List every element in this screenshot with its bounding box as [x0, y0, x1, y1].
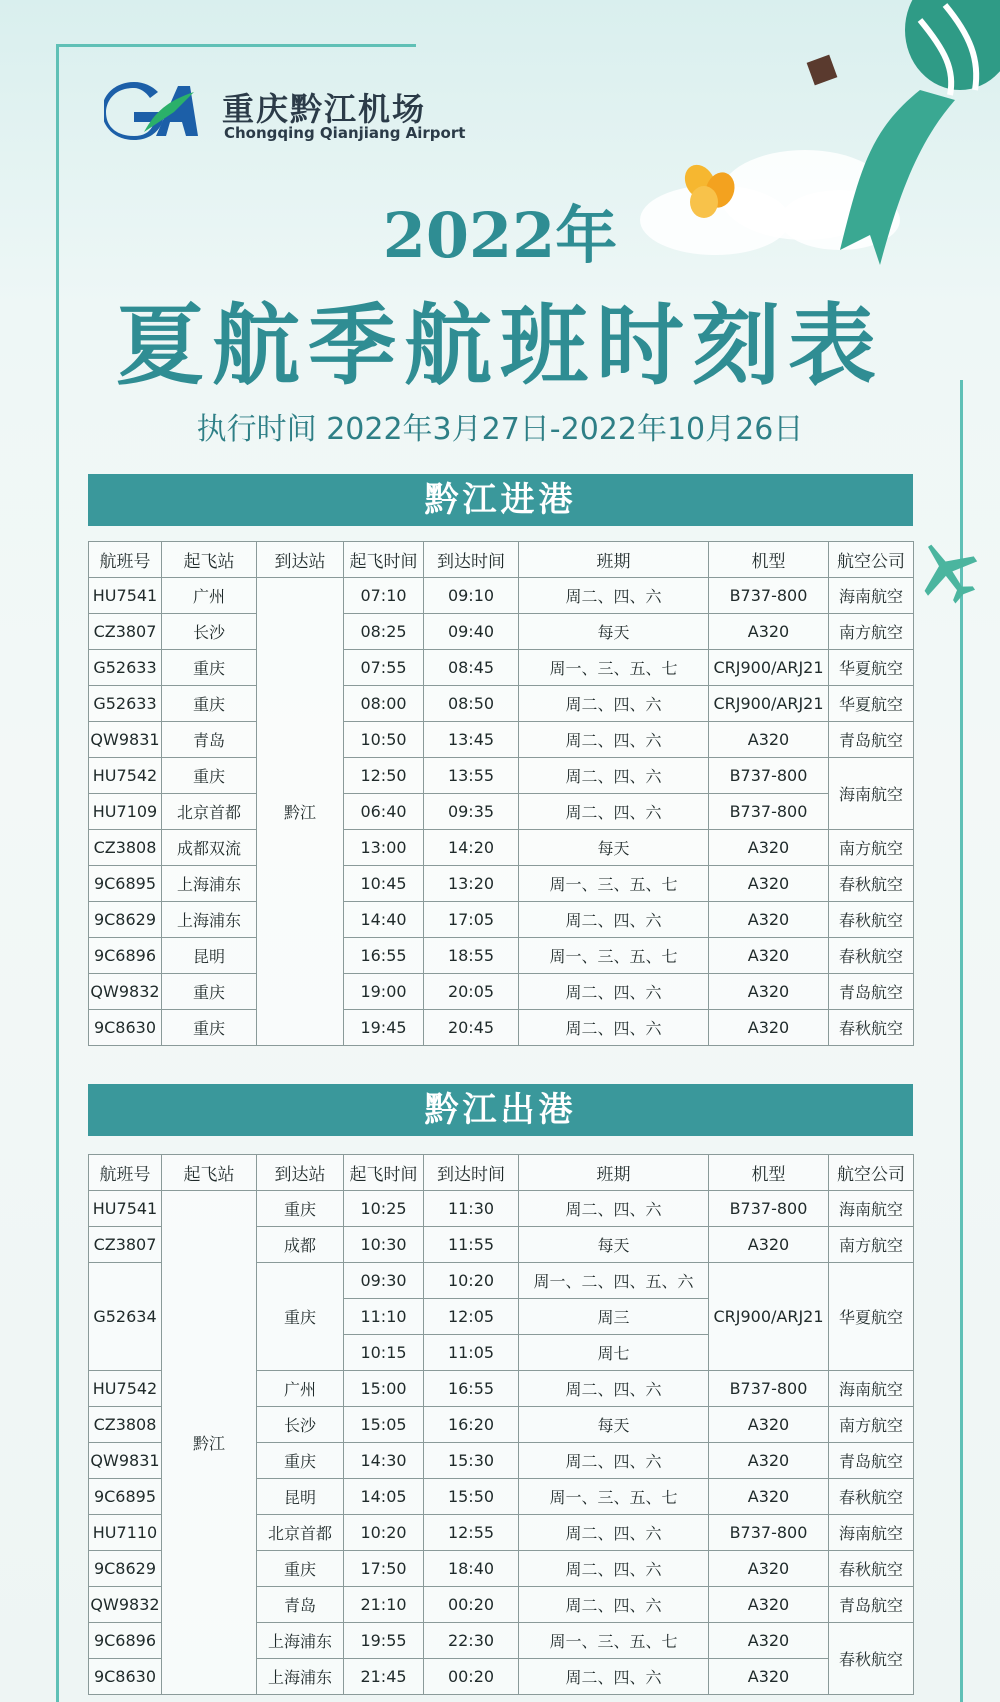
airline: 海南航空 [829, 758, 914, 830]
origin: 上海浦东 [162, 902, 257, 938]
departures-table [88, 1154, 914, 1695]
arrivals-section-title: 黔江进港 [88, 474, 913, 526]
departure-time: 14:05 [344, 1479, 424, 1515]
arrival-time: 08:50 [424, 686, 519, 722]
departure-time: 07:55 [344, 650, 424, 686]
departure-time: 15:00 [344, 1371, 424, 1407]
departure-time: 17:50 [344, 1551, 424, 1587]
table-row [89, 1010, 914, 1046]
destination: 昆明 [257, 1479, 344, 1515]
destination: 广州 [257, 1371, 344, 1407]
aircraft-type: A320 [709, 1407, 829, 1443]
airline: 春秋航空 [829, 902, 914, 938]
aircraft-type: A320 [709, 974, 829, 1010]
airline: 华夏航空 [829, 686, 914, 722]
destination: 重庆 [257, 1443, 344, 1479]
year-title: 2022年 [382, 199, 618, 272]
airline: 海南航空 [829, 1371, 914, 1407]
arrival-time: 11:30 [424, 1191, 519, 1227]
airline: 春秋航空 [829, 1551, 914, 1587]
aircraft-type: A320 [709, 614, 829, 650]
column-header: 到达时间 [424, 542, 519, 578]
flight-number: HU7542 [89, 1371, 162, 1407]
arrival-time: 20:05 [424, 974, 519, 1010]
arrival-time: 17:05 [424, 902, 519, 938]
airline: 春秋航空 [829, 866, 914, 902]
departure-time: 19:45 [344, 1010, 424, 1046]
aircraft-type: A320 [709, 1443, 829, 1479]
column-header: 起飞站 [162, 542, 257, 578]
column-header: 到达时间 [424, 1155, 519, 1191]
arrival-time: 00:20 [424, 1659, 519, 1695]
arrival-time: 00:20 [424, 1587, 519, 1623]
destination: 黔江 [257, 578, 344, 1046]
airline: 青岛航空 [829, 974, 914, 1010]
departure-time: 10:15 [344, 1335, 424, 1371]
operating-days: 周七 [519, 1335, 709, 1371]
departure-time: 14:30 [344, 1443, 424, 1479]
operating-days: 周二、四、六 [519, 902, 709, 938]
table-row [89, 614, 914, 650]
origin: 成都双流 [162, 830, 257, 866]
departure-time: 10:20 [344, 1515, 424, 1551]
operating-days: 周二、四、六 [519, 758, 709, 794]
destination: 成都 [257, 1227, 344, 1263]
aircraft-type: A320 [709, 866, 829, 902]
flight-number: HU7109 [89, 794, 162, 830]
origin: 重庆 [162, 1010, 257, 1046]
arrival-time: 09:40 [424, 614, 519, 650]
airline: 华夏航空 [829, 1263, 914, 1371]
aircraft-type: B737-800 [709, 1191, 829, 1227]
operating-days: 周二、四、六 [519, 794, 709, 830]
departure-time: 11:10 [344, 1299, 424, 1335]
origin: 上海浦东 [162, 866, 257, 902]
departure-time: 19:00 [344, 974, 424, 1010]
flight-number: QW9831 [89, 1443, 162, 1479]
table-row [89, 686, 914, 722]
departure-time: 21:10 [344, 1587, 424, 1623]
aircraft-type: A320 [709, 1587, 829, 1623]
table-header-row [89, 542, 914, 578]
aircraft-type: A320 [709, 1227, 829, 1263]
destination: 重庆 [257, 1191, 344, 1227]
aircraft-type: A320 [709, 722, 829, 758]
arrival-time: 18:55 [424, 938, 519, 974]
airport-name-cn: 重庆黔江机场 [222, 90, 427, 128]
airline: 海南航空 [829, 578, 914, 614]
departure-time: 10:45 [344, 866, 424, 902]
departure-time: 16:55 [344, 938, 424, 974]
destination: 上海浦东 [257, 1623, 344, 1659]
departure-time: 21:45 [344, 1659, 424, 1695]
operating-days: 周二、四、六 [519, 722, 709, 758]
flight-number: 9C6895 [89, 1479, 162, 1515]
operating-days: 周二、四、六 [519, 1659, 709, 1695]
arrival-time: 11:55 [424, 1227, 519, 1263]
column-header: 班期 [519, 542, 709, 578]
column-header: 到达站 [257, 542, 344, 578]
destination: 重庆 [257, 1263, 344, 1371]
flight-number: CZ3808 [89, 830, 162, 866]
flight-number: 9C8630 [89, 1010, 162, 1046]
arrival-time: 09:35 [424, 794, 519, 830]
column-header: 航班号 [89, 1155, 162, 1191]
flight-number: G52634 [89, 1263, 162, 1371]
origin: 重庆 [162, 758, 257, 794]
table-row [89, 650, 914, 686]
operating-days: 周二、四、六 [519, 1371, 709, 1407]
arrival-time: 16:55 [424, 1371, 519, 1407]
arrivals-table [88, 541, 914, 1046]
aircraft-type: CRJ900/ARJ21 [709, 686, 829, 722]
flight-number: HU7542 [89, 758, 162, 794]
origin: 长沙 [162, 614, 257, 650]
departure-time: 09:30 [344, 1263, 424, 1299]
flight-number: CZ3807 [89, 614, 162, 650]
operating-days: 周一、三、五、七 [519, 650, 709, 686]
aircraft-type: A320 [709, 1659, 829, 1695]
arrival-time: 12:05 [424, 1299, 519, 1335]
operating-days: 周二、四、六 [519, 1191, 709, 1227]
aircraft-type: CRJ900/ARJ21 [709, 650, 829, 686]
flight-number: 9C6895 [89, 866, 162, 902]
airline: 海南航空 [829, 1191, 914, 1227]
flight-number: QW9832 [89, 974, 162, 1010]
arrival-time: 12:55 [424, 1515, 519, 1551]
aircraft-type: A320 [709, 1479, 829, 1515]
flight-number: QW9832 [89, 1587, 162, 1623]
column-header: 航空公司 [829, 542, 914, 578]
airline: 南方航空 [829, 1227, 914, 1263]
table-row [89, 938, 914, 974]
column-header: 到达站 [257, 1155, 344, 1191]
airline: 青岛航空 [829, 1443, 914, 1479]
flight-number: 9C6896 [89, 938, 162, 974]
departure-time: 13:00 [344, 830, 424, 866]
aircraft-type: CRJ900/ARJ21 [709, 1263, 829, 1371]
column-header: 航班号 [89, 542, 162, 578]
destination: 北京首都 [257, 1515, 344, 1551]
arrival-time: 20:45 [424, 1010, 519, 1046]
origin: 青岛 [162, 722, 257, 758]
table-row [89, 578, 914, 614]
logo-mark [104, 82, 198, 140]
flight-number: HU7541 [89, 1191, 162, 1227]
origin: 黔江 [162, 1191, 257, 1695]
aircraft-type: B737-800 [709, 794, 829, 830]
aircraft-type: A320 [709, 902, 829, 938]
operating-days: 周一、三、五、七 [519, 938, 709, 974]
operating-days: 周一、三、五、七 [519, 1479, 709, 1515]
destination: 青岛 [257, 1587, 344, 1623]
operating-days: 周二、四、六 [519, 686, 709, 722]
aircraft-type: B737-800 [709, 1371, 829, 1407]
arrival-time: 18:40 [424, 1551, 519, 1587]
flight-number: G52633 [89, 686, 162, 722]
airline: 青岛航空 [829, 722, 914, 758]
origin: 昆明 [162, 938, 257, 974]
flight-number: CZ3808 [89, 1407, 162, 1443]
column-header: 起飞时间 [344, 1155, 424, 1191]
aircraft-type: A320 [709, 1623, 829, 1659]
departure-time: 08:25 [344, 614, 424, 650]
column-header: 机型 [709, 542, 829, 578]
airline: 青岛航空 [829, 1587, 914, 1623]
operating-days: 周二、四、六 [519, 1010, 709, 1046]
destination: 上海浦东 [257, 1659, 344, 1695]
origin: 重庆 [162, 974, 257, 1010]
page-title: 夏航季航班时刻表 [115, 293, 884, 397]
flight-number: 9C6896 [89, 1623, 162, 1659]
frame-top-line [56, 44, 416, 47]
operating-days: 每天 [519, 1407, 709, 1443]
airline: 南方航空 [829, 830, 914, 866]
column-header: 起飞时间 [344, 542, 424, 578]
table-row [89, 758, 914, 794]
column-header: 航空公司 [829, 1155, 914, 1191]
aircraft-type: A320 [709, 1010, 829, 1046]
departure-time: 08:00 [344, 686, 424, 722]
flight-number: 9C8629 [89, 1551, 162, 1587]
departure-time: 07:10 [344, 578, 424, 614]
operating-days: 周二、四、六 [519, 1515, 709, 1551]
column-header: 机型 [709, 1155, 829, 1191]
origin: 广州 [162, 578, 257, 614]
operating-days: 周二、四、六 [519, 1551, 709, 1587]
flight-number: HU7541 [89, 578, 162, 614]
flight-number: 9C8630 [89, 1659, 162, 1695]
arrival-time: 08:45 [424, 650, 519, 686]
origin: 重庆 [162, 650, 257, 686]
operating-days: 周二、四、六 [519, 974, 709, 1010]
airline: 春秋航空 [829, 1623, 914, 1695]
airplane-icon [912, 536, 984, 608]
aircraft-type: A320 [709, 1551, 829, 1587]
operating-days: 周一、三、五、七 [519, 866, 709, 902]
arrival-time: 13:20 [424, 866, 519, 902]
operating-days: 周三 [519, 1299, 709, 1335]
departure-time: 06:40 [344, 794, 424, 830]
arrival-time: 13:45 [424, 722, 519, 758]
departure-time: 19:55 [344, 1623, 424, 1659]
origin: 北京首都 [162, 794, 257, 830]
arrival-time: 11:05 [424, 1335, 519, 1371]
table-header-row [89, 1155, 914, 1191]
table-row [89, 974, 914, 1010]
aircraft-type: B737-800 [709, 578, 829, 614]
airline: 春秋航空 [829, 938, 914, 974]
airport-name-en: Chongqing Qianjiang Airport [224, 124, 466, 142]
table-row [89, 902, 914, 938]
table-row [89, 830, 914, 866]
operating-days: 周二、四、六 [519, 1443, 709, 1479]
airline: 南方航空 [829, 614, 914, 650]
departure-time: 10:25 [344, 1191, 424, 1227]
destination: 重庆 [257, 1551, 344, 1587]
flight-number: QW9831 [89, 722, 162, 758]
aircraft-type: A320 [709, 938, 829, 974]
airline: 华夏航空 [829, 650, 914, 686]
arrival-time: 14:20 [424, 830, 519, 866]
departure-time: 10:50 [344, 722, 424, 758]
arrival-time: 10:20 [424, 1263, 519, 1299]
operating-days: 每天 [519, 830, 709, 866]
flight-number: CZ3807 [89, 1227, 162, 1263]
validity-period: 执行时间 2022年3月27日-2022年10月26日 [196, 412, 804, 447]
flight-number: 9C8629 [89, 902, 162, 938]
departure-time: 12:50 [344, 758, 424, 794]
flight-number: G52633 [89, 650, 162, 686]
arrival-time: 13:55 [424, 758, 519, 794]
arrival-time: 09:10 [424, 578, 519, 614]
column-header: 班期 [519, 1155, 709, 1191]
airline: 春秋航空 [829, 1010, 914, 1046]
operating-days: 周二、四、六 [519, 578, 709, 614]
table-row [89, 722, 914, 758]
column-header: 起飞站 [162, 1155, 257, 1191]
operating-days: 每天 [519, 614, 709, 650]
flight-number: HU7110 [89, 1515, 162, 1551]
operating-days: 周一、二、四、五、六 [519, 1263, 709, 1299]
aircraft-type: B737-800 [709, 758, 829, 794]
arrival-time: 22:30 [424, 1623, 519, 1659]
destination: 长沙 [257, 1407, 344, 1443]
departure-time: 10:30 [344, 1227, 424, 1263]
table-row [89, 866, 914, 902]
arrival-time: 15:30 [424, 1443, 519, 1479]
operating-days: 每天 [519, 1227, 709, 1263]
departures-section-title: 黔江出港 [88, 1084, 913, 1136]
aircraft-type: B737-800 [709, 1515, 829, 1551]
arrival-time: 15:50 [424, 1479, 519, 1515]
departure-time: 15:05 [344, 1407, 424, 1443]
airline: 南方航空 [829, 1407, 914, 1443]
operating-days: 周二、四、六 [519, 1587, 709, 1623]
arrival-time: 16:20 [424, 1407, 519, 1443]
table-row [89, 794, 914, 830]
departure-time: 14:40 [344, 902, 424, 938]
airline: 海南航空 [829, 1515, 914, 1551]
aircraft-type: A320 [709, 830, 829, 866]
origin: 重庆 [162, 686, 257, 722]
table-row [89, 1191, 914, 1227]
operating-days: 周一、三、五、七 [519, 1623, 709, 1659]
airline: 春秋航空 [829, 1479, 914, 1515]
